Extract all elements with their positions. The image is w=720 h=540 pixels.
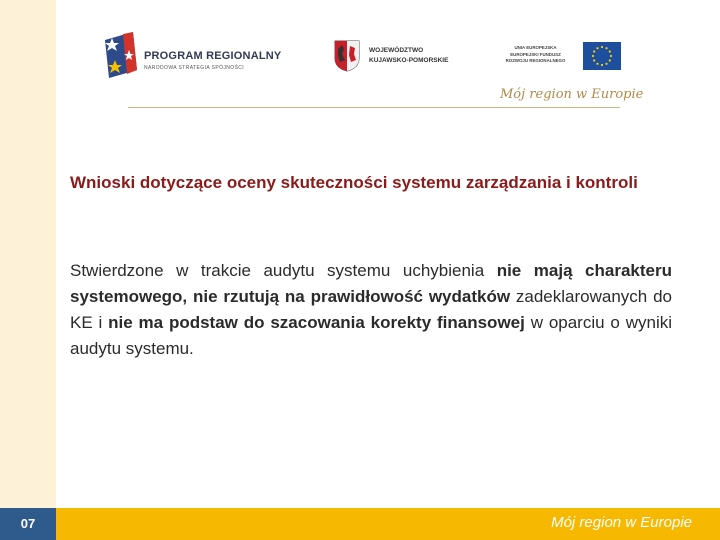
program-regionalny-logo <box>103 30 303 82</box>
paragraph-run: w oparciu o wyniki audytu systemu. <box>70 313 672 358</box>
slide-heading: Wnioski dotyczące oceny skuteczności systemu zarządzania i kontroli <box>70 173 638 192</box>
program-regionalny-emblem-icon <box>103 30 139 80</box>
eu-line2: EUROPEJSKI FUNDUSZ <box>510 51 561 57</box>
page-number: 07 <box>20 516 36 531</box>
header-rule <box>128 107 620 108</box>
eu-line3: ROZWOJU REGIONALNEGO <box>505 58 566 63</box>
paragraph-run-bold: nie ma podstaw do szacowania korekty finansowej <box>108 313 525 332</box>
wojewodztwo-line2: KUJAWSKO-POMORSKIE <box>369 57 449 64</box>
slide-body-paragraph <box>70 258 672 362</box>
paragraph-run-bold: nie mają charakteru systemowego, nie rzutują na prawidłowość wydatków <box>70 261 672 306</box>
coat-of-arms-icon <box>334 40 360 72</box>
header-motto: Mój region w Europie <box>500 87 644 102</box>
footer-motto: Mój region w Europie <box>551 514 692 531</box>
eu-line1: UNIA EUROPEJSKA <box>514 45 557 50</box>
left-band <box>0 0 56 540</box>
paragraph-run: Stwierdzone w trakcie audytu systemu uchybienia <box>70 261 497 280</box>
paragraph-run: zadeklarowanych do KE i <box>70 287 672 332</box>
eu-text <box>497 45 574 65</box>
wojewodztwo-line1: WOJEWÓDZTWO <box>369 47 424 54</box>
eu-flag-icon <box>583 42 621 70</box>
wojewodztwo-logo <box>334 40 474 80</box>
program-regionalny-title: PROGRAM REGIONALNY <box>144 50 282 62</box>
eu-logo <box>497 42 627 82</box>
program-regionalny-subtitle: NARODOWA STRATEGIA SPÓJNOŚCI <box>144 65 245 71</box>
